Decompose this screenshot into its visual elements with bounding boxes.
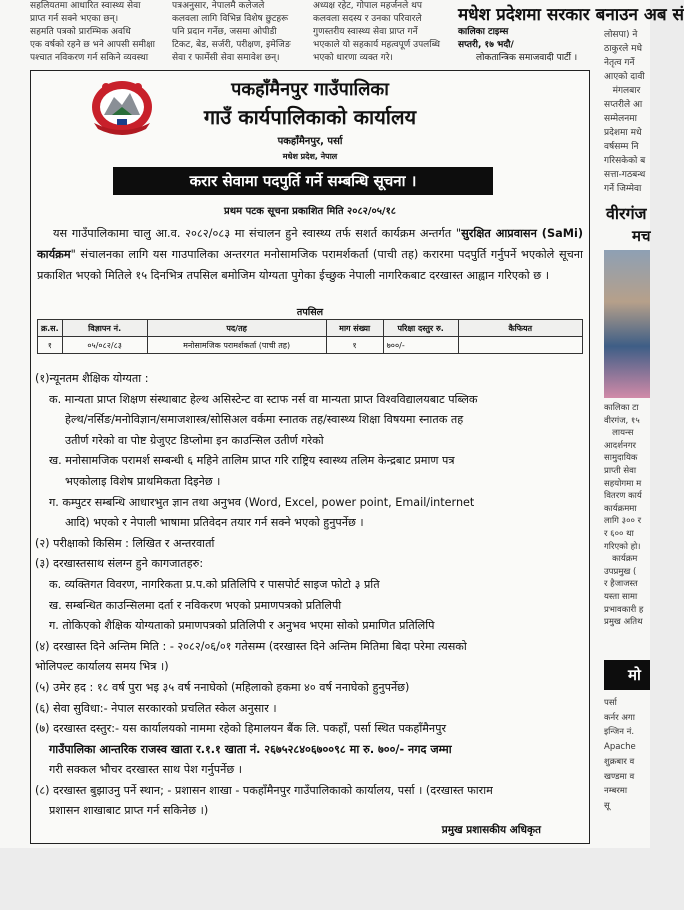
benefits: (६) सेवा सुविधा:- नेपाल सरकारको प्रचलित स्केल अनुसार । (35, 701, 277, 715)
deadline-line: (४) दरखास्त दिने अन्तिम मिति : - २०८२/०६/०१ गतेसम्म (दरखास्त दिने अन्तिम मितिमा बिदा परेमा त्यसको (35, 639, 467, 653)
cell-fee: ७००/- (383, 337, 458, 354)
cell-post: मनोसामजिक परामर्शकर्ता (पाची तह) (147, 337, 326, 354)
exam-type: (२) परीक्षाको किसिम : लिखित र अन्तरवार्ता (35, 536, 215, 550)
fee-line: (७) दरखास्त दस्तुर:- यस कार्यालयको नाममा रहेको हिमालयन बैंक लि. पकहाँ, पर्सा स्थित पकहाँमैनपुर (35, 722, 447, 736)
col-demand: माग संख्या (326, 320, 383, 337)
col-sn: क्र.स. (38, 320, 63, 337)
req-line: उतीर्ण गरेको वा पोष्ट ग्रेजुएट डिप्लोमा इन काउन्सिल उतीर्ण गरेको (65, 433, 324, 447)
right-article-text: कालिका टा वीरगंज, १५ लायन्स आदर्शनगर सामुदायिक प्राप्ती सेवा सहयोगमा म वितरण कार्य कार्यक्रममा लागि ३०० र र ६०० था गरिएको हो। कार्यक्रम उपप्रमुख ( र हैजाजस्त यस्ता सामा प्रभावकारी ह प्रमुख अतिथ (604, 403, 644, 628)
notice-title-banner: करार सेवामा पदपुर्ति गर्ने सम्बन्धि सूचना । (113, 167, 493, 195)
vacancy-notice (30, 70, 590, 844)
docs-heading: (३) दरखास्तसाथ संलग्न हुने कागजातहरु: (35, 557, 204, 571)
cell-demand: १ (326, 337, 383, 354)
top-column-3: अध्यक्ष रहेट, गोपाल महर्जनले थप कलवला सदस्य र उनका परिवारले गुणस्तरीय स्वास्थ्य सेवा प्राप्त गर्ने भएकाले यो सहकार्य महत्वपूर्ण उपलब्धि भएको धारणा व्यक्त गरे। (313, 1, 440, 63)
right-headline-2: मच (632, 227, 651, 245)
province-name: मधेश प्रदेश, नेपाल (282, 152, 338, 161)
byline-date: सप्तरी, १७ भदौ/ (458, 40, 514, 50)
intro-text-2: " संचालनका लागि यस गाउपालिका अन्तरगत मनोसामजिक परामर्शकर्ता (पाची तह) करारमा पदपुर्ति गर्नुपर्ने भएकोले सूचना प्रकाशित भएको मितिले १५ दिनभित्र तपसिल बमोजिम योग्यता पुगेका ईच्छुक नेपाली नागरिकबाट दरखास्त आह्वान गरिएको छ । (37, 248, 583, 282)
req-line: आदि) भएको र नेपाली भाषामा प्रतिवेदन तयार गर्न सक्ने भएको हुनुपर्नेछ । (65, 516, 364, 530)
cell-ad-no: ०५/०८२/८३ (62, 337, 147, 354)
req-line: क. मान्यता प्राप्त शिक्षण संस्थाबाट हेल्थ असिस्टेन्ट वा स्टाफ नर्स वा मान्यता प्राप्त विश्वविद्यालयबाट पब्लिक (49, 392, 478, 406)
doc-line: ख. सम्बन्धित काउन्सिलमा दर्ता र नविकरण भएको प्रमाणपत्रको प्रतिलिपी (49, 598, 342, 612)
cell-remarks (458, 337, 582, 354)
right-column-text: लोसपा) ने ठाकुरले मधे नेतृत्व गर्ने आएको दावी मंगलबार सप्तरीले आ सम्मेलनमा प्रदेशमा मधे वर्षसम्म नि गरिसकेको ब सत्ता-गठबन्ध गर्ने जिम्मेवा (604, 30, 646, 194)
col-post: पद/तह (147, 320, 326, 337)
submission-place: प्रशासन शाखाबाट प्राप्त गर्न सकिनेछ ।) (49, 804, 209, 818)
col-fee: परिक्षा दस्तुर रु. (383, 320, 458, 337)
vacancy-table (37, 319, 583, 354)
fee-line: गाउँपालिका आन्तरिक राजस्व खाता र.१.१ खाता नं. २६७५२८४०६७००९८ मा रु. ७००/- नगद जम्मा (49, 742, 452, 756)
headline-madhesh: मधेश प्रदेशमा सरकार बनाउन अब सं (458, 5, 684, 25)
table-label: तपसिल (296, 307, 324, 318)
doc-line: ग. तोकिएको शैक्षिक योग्यताको प्रमाणपत्रको प्रतिलिपी र अनुभव भएमा सोको प्रमाणित प्रतिलिपि (49, 619, 435, 633)
signature-title: प्रमुख प्रशासकीय अधिकृत (441, 824, 541, 836)
top-column-1: सहलियतमा आधारित स्वास्थ्य सेवा प्राप्त गर्न सक्ने भएका छन्। सहमति पत्रको प्रारम्भिक अवधि एक वर्षको रहने छ भने आपसी समीक्षा पश्चात नविकरण गर्न सकिने व्यवस्था (30, 1, 155, 63)
submission-place: (८) दरखास्त बुझाउनु पर्ने स्थान; - प्रशासन शाखा - पकहाँमैनपुर गाउँपालिकाको कार्यालय, पर्सा । (दरखास्त फाराम (35, 783, 493, 797)
fee-line: गरी सक्कल भौचर दरखास्त साथ पेश गर्नुपर्नेछ । (49, 763, 242, 777)
publication-date: प्रथम पटक सूचना प्रकाशित मिति २०८२/०५/१८ (224, 206, 396, 217)
office-name: गाउँ कार्यपालिकाको कार्यालय (203, 105, 417, 129)
table-row (38, 337, 583, 354)
req-heading: (१)न्यूनतम शैक्षिक योग्यता : (35, 372, 149, 385)
req-line: ग. कम्पुटर सम्बन्धि आधारभुत ज्ञान तथा अनुभव (Word, Excel, power point, Email/internet (49, 495, 475, 509)
deadline-line: भोलिपल्ट कार्यालय समय भित्र ।) (35, 660, 169, 674)
byline (458, 26, 578, 63)
cell-sn: १ (38, 337, 63, 354)
col-ad-no: विज्ञापन नं. (62, 320, 147, 337)
organization-name: पकहाँमैनपुर गाउँपालिका (231, 79, 389, 100)
req-line: ख. मनोसामजिक परामर्श सम्बन्धी ६ महिने तालिम प्राप्त गरि राष्ट्रिय स्वास्थ्य तलिम केन्द्रबाट प्रमाण पत्र (49, 454, 455, 468)
top-article-strip (0, 0, 684, 66)
news-photo (604, 250, 650, 398)
intro-paragraph (37, 223, 583, 286)
right-article-text-2: पर्सा कर्नर अगा इन्जिन नं. Apache शुक्रबार व खण्डमा व नम्बरमा सू (604, 698, 636, 811)
table-header-row (38, 320, 583, 337)
notice-body (35, 369, 585, 822)
byline-sub: लोकतान्त्रिक समाजवादी पार्टी । (476, 53, 578, 63)
byline-source: कालिका टाइम्स (458, 27, 509, 37)
req-line: भएकोलाइ विशेष प्राथमिकता दिइनेछ । (65, 474, 221, 488)
doc-line: क. व्यक्तिगत विवरण, नागरिकता प्र.प.को प्रतिलिपि र पासपोर्ट साइज फोटो ३ प्रति (49, 577, 380, 591)
right-article-panel (600, 198, 650, 848)
intro-text-1: यस गाउँपालिकामा चालु आ.व. २०८२/०८३ मा संचालन हुने स्वास्थ्य तर्फ सशर्त कार्यक्रम अन्तर्गत " (53, 227, 462, 240)
intro-program-name: सुरक्षित आप्रवासन (SaMi) कार्यक्रम (37, 227, 584, 261)
col-remarks: कैफियत (458, 320, 582, 337)
right-headline: वीरगंज (606, 204, 647, 223)
right-black-box: मो (604, 660, 650, 690)
top-column-2: पत्रअनुसार, नेपालमै कलेजले कलवला लागि विभिन्न विशेष छुटहरू पनि प्रदान गर्नेछ, जसमा ओपीडी टिकट, बेड, सर्जरी, परीक्षण, इमेजिङ सेवा र फार्मेसी सेवा समावेश छन्। (172, 1, 291, 63)
age-limit: (५) उमेर हद : १८ वर्ष पुरा भइ ३५ वर्ष ननाघेको (महिलाको हकमा ४० वर्ष ननाघेको हुनुपर्नेछ) (35, 680, 410, 694)
req-line: हेल्थ/नर्सिङ/मनोविज्ञान/समाजशास्त्र/सोसिअल वर्कमा स्नातक तह/स्वास्थ्य शिक्षा विषयमा स्नातक तह (65, 413, 464, 427)
office-location: पकहाँमैनपुर, पर्सा (277, 136, 343, 147)
